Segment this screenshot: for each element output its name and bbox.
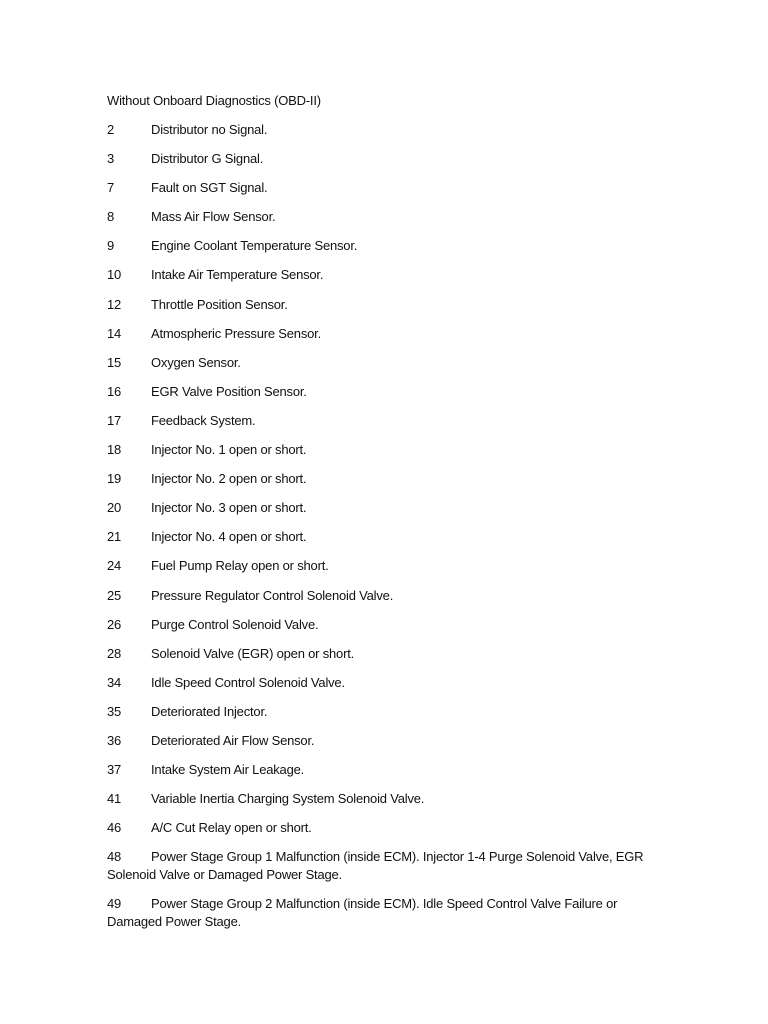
code-description: Fault on SGT Signal.: [151, 180, 268, 196]
code-description: Injector No. 1 open or short.: [151, 442, 307, 458]
code-number: 24: [107, 558, 122, 574]
code-number: 48: [107, 849, 122, 865]
code-description: Mass Air Flow Sensor.: [151, 209, 276, 225]
code-description: Oxygen Sensor.: [151, 354, 241, 370]
code-row: [107, 616, 667, 634]
code-description: A/C Cut Relay open or short.: [151, 820, 312, 836]
code-description: Pressure Regulator Control Solenoid Valve.: [151, 587, 394, 603]
code-number: 14: [107, 325, 122, 341]
code-number: 10: [107, 267, 122, 283]
code-description: Solenoid Valve (EGR) open or short.: [151, 645, 355, 661]
code-row: [107, 325, 667, 343]
code-description: Intake Air Temperature Sensor.: [151, 267, 324, 283]
code-row: [107, 587, 667, 605]
code-number: 3: [107, 151, 115, 167]
code-row: [107, 848, 667, 884]
code-row: [107, 383, 667, 401]
code-row: [107, 819, 667, 837]
code-row: [107, 208, 667, 226]
code-description: Atmospheric Pressure Sensor.: [151, 325, 321, 341]
code-description: Idle Speed Control Solenoid Valve.: [151, 674, 345, 690]
code-description: Throttle Position Sensor.: [151, 296, 288, 312]
code-row: [107, 790, 667, 808]
code-description: Injector No. 2 open or short.: [151, 471, 307, 487]
code-row: [107, 296, 667, 314]
code-description: Engine Coolant Temperature Sensor.: [151, 238, 358, 254]
code-description: Injector No. 4 open or short.: [151, 529, 307, 545]
code-number: 36: [107, 732, 122, 748]
code-number: 2: [107, 122, 115, 137]
code-number: 17: [107, 412, 122, 428]
code-row: [107, 645, 667, 663]
code-number: 26: [107, 616, 122, 632]
code-row: [107, 237, 667, 255]
code-description: Distributor no Signal.: [151, 122, 268, 137]
code-description: Deteriorated Injector.: [151, 703, 268, 719]
code-number: 19: [107, 471, 122, 487]
code-row: [107, 470, 667, 488]
document-heading: Without Onboard Diagnostics (OBD-II): [107, 93, 321, 108]
code-description: Feedback System.: [151, 412, 256, 428]
code-row: [107, 895, 667, 931]
code-number: 16: [107, 383, 122, 399]
code-number: 8: [107, 209, 115, 225]
code-description: Power Stage Group 2 Malfunction (inside ECM). Idle Speed Control Valve Failure or Damaged Power Stage.: [107, 896, 618, 930]
code-list: [107, 121, 667, 943]
code-row: [107, 557, 667, 575]
code-row: [107, 266, 667, 284]
code-number: 12: [107, 296, 122, 312]
code-number: 25: [107, 587, 122, 603]
code-number: 7: [107, 180, 115, 196]
code-description: EGR Valve Position Sensor.: [151, 383, 307, 399]
code-description: Power Stage Group 1 Malfunction (inside ECM). Injector 1-4 Purge Solenoid Valve, EGR Solenoid Valve or Damaged Power Stage.: [107, 849, 644, 883]
code-row: [107, 412, 667, 430]
code-row: [107, 703, 667, 721]
code-number: 15: [107, 354, 122, 370]
code-description: Fuel Pump Relay open or short.: [151, 558, 329, 574]
code-number: 41: [107, 791, 122, 807]
code-row: [107, 732, 667, 750]
code-number: 37: [107, 762, 122, 778]
code-number: 46: [107, 820, 122, 836]
code-description: Distributor G Signal.: [151, 151, 264, 167]
code-row: [107, 674, 667, 692]
code-row: [107, 150, 667, 168]
code-row: [107, 499, 667, 517]
code-number: 21: [107, 529, 122, 545]
code-row: [107, 354, 667, 372]
code-number: 20: [107, 500, 122, 516]
code-row: [107, 121, 667, 139]
code-description: Purge Control Solenoid Valve.: [151, 616, 319, 632]
code-description: Intake System Air Leakage.: [151, 762, 305, 778]
code-number: 34: [107, 674, 122, 690]
code-description: Variable Inertia Charging System Solenoid Valve.: [151, 791, 425, 807]
code-number: 18: [107, 442, 122, 458]
code-row: [107, 528, 667, 546]
code-row: [107, 179, 667, 197]
code-number: 35: [107, 703, 122, 719]
code-description: Deteriorated Air Flow Sensor.: [151, 732, 315, 748]
code-number: 9: [107, 238, 115, 254]
code-number: 49: [107, 896, 122, 912]
code-description: Injector No. 3 open or short.: [151, 500, 307, 516]
code-row: [107, 761, 667, 779]
code-row: [107, 441, 667, 459]
code-number: 28: [107, 645, 122, 661]
